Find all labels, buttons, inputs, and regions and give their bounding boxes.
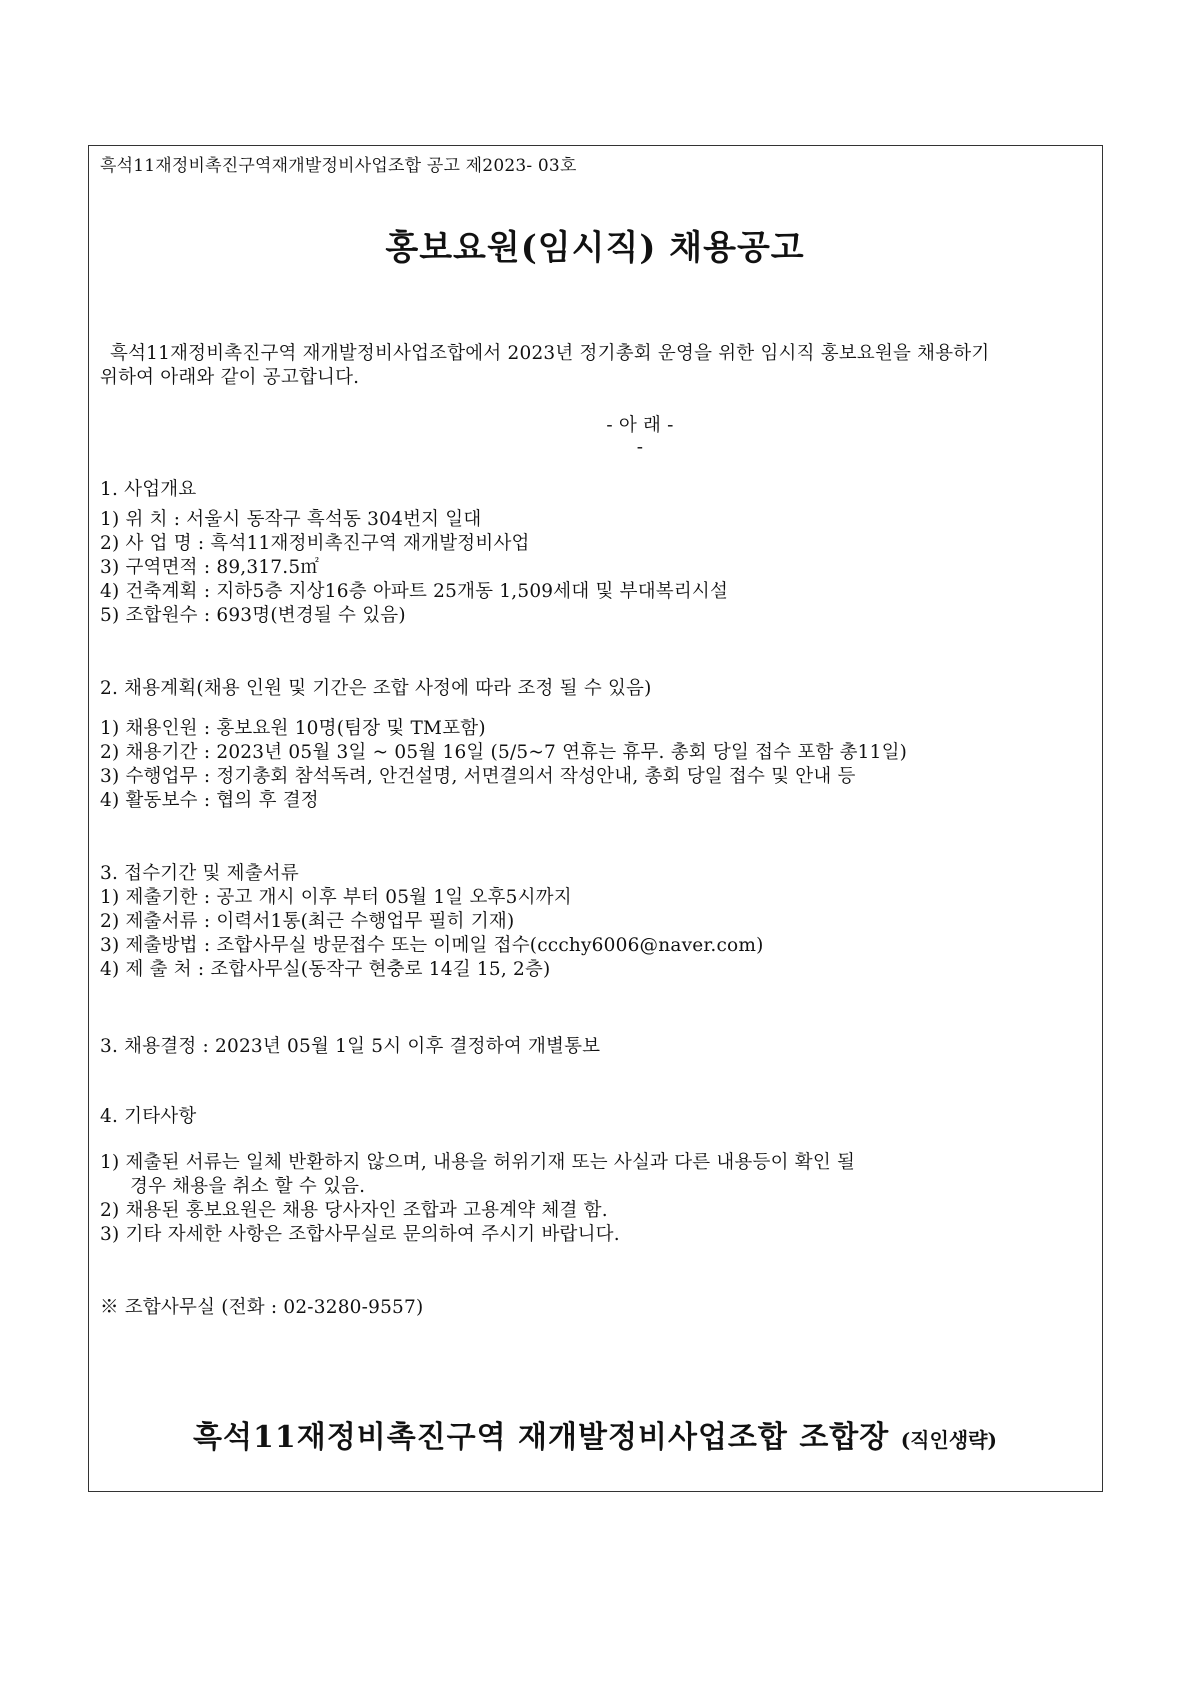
office-contact: ※ 조합사무실 (전화 : 02-3280-9557) [100,1297,424,1318]
section2-item: 2) 채용기간 : 2023년 05월 3일 ~ 05월 16일 (5/5~7 연휴는 휴무. 총회 당일 접수 포함 총11일) [100,742,908,763]
intro-line-2: 위하여 아래와 같이 공고합니다. [100,367,360,388]
doc-number: 흑석11재정비촉진구역재개발정비사업조합 공고 제2023- 03호 [100,156,577,176]
signature [0,1420,1190,1458]
section1-item: 4) 건축계획 : 지하5층 지상16층 아파트 25개동 1,509세대 및 부대복리시설 [100,581,729,602]
section1-item: 3) 구역면적 : 89,317.5㎡ [100,557,320,578]
intro-paragraph [100,342,1090,390]
signature-name: 흑석11재정비촉진구역 재개발정비사업조합 조합장 [193,1420,890,1455]
page-title: 홍보요원(임시직) 채용공고 [385,228,805,268]
section4-item-continued: 경우 채용을 취소 할 수 있음. [130,1176,366,1197]
section3-item: 1) 제출기한 : 공고 개시 이후 부터 05월 1일 오후5시까지 [100,887,572,908]
section3-heading: 3. 접수기간 및 제출서류 [100,863,299,884]
section4-item: 3) 기타 자세한 사항은 조합사무실로 문의하여 주시기 바랍니다. [100,1224,620,1245]
section4-item: 2) 채용된 홍보요원은 채용 당사자인 조합과 고용계약 체결 함. [100,1200,608,1221]
section1-item: 5) 조합원수 : 693명(변경될 수 있음) [100,605,406,626]
section4-heading: 4. 기타사항 [100,1106,197,1127]
section1-item: 1) 위 치 : 서울시 동작구 흑석동 304번지 일대 [100,509,482,530]
section3-item: 4) 제 출 처 : 조합사무실(동작구 현충로 14길 15, 2층) [100,959,551,980]
intro-line-1: 흑석11재정비촉진구역 재개발정비사업조합에서 2023년 정기총회 운영을 위한 임시직 홍보요원을 채용하기 [110,343,990,364]
below-dash: - [636,437,644,458]
section4-item: 1) 제출된 서류는 일체 반환하지 않으며, 내용을 허위기재 또는 사실과 다른 내용등이 확인 될 [100,1152,856,1173]
section1-item: 2) 사 업 명 : 흑석11재정비촉진구역 재개발정비사업 [100,533,530,554]
section2-item: 4) 활동보수 : 협의 후 결정 [100,790,319,811]
section3-item: 3) 제출방법 : 조합사무실 방문접수 또는 이메일 접수(ccchy6006@naver.com) [100,935,764,956]
section3-item: 2) 제출서류 : 이력서1통(최근 수행업무 필히 기재) [100,911,515,932]
hiring-decision: 3. 채용결정 : 2023년 05월 1일 5시 이후 결정하여 개별통보 [100,1036,601,1057]
below-label: - 아 래 - [606,415,674,436]
seal-note: (직인생략) [900,1428,997,1452]
section2-item: 1) 채용인원 : 홍보요원 10명(팀장 및 TM포함) [100,718,486,739]
section1-heading: 1. 사업개요 [100,479,197,500]
section2-heading: 2. 채용계획(채용 인원 및 기간은 조합 사정에 따라 조정 될 수 있음) [100,678,652,699]
section2-item: 3) 수행업무 : 정기총회 참석독려, 안건설명, 서면결의서 작성안내, 총회 당일 접수 및 안내 등 [100,766,856,787]
